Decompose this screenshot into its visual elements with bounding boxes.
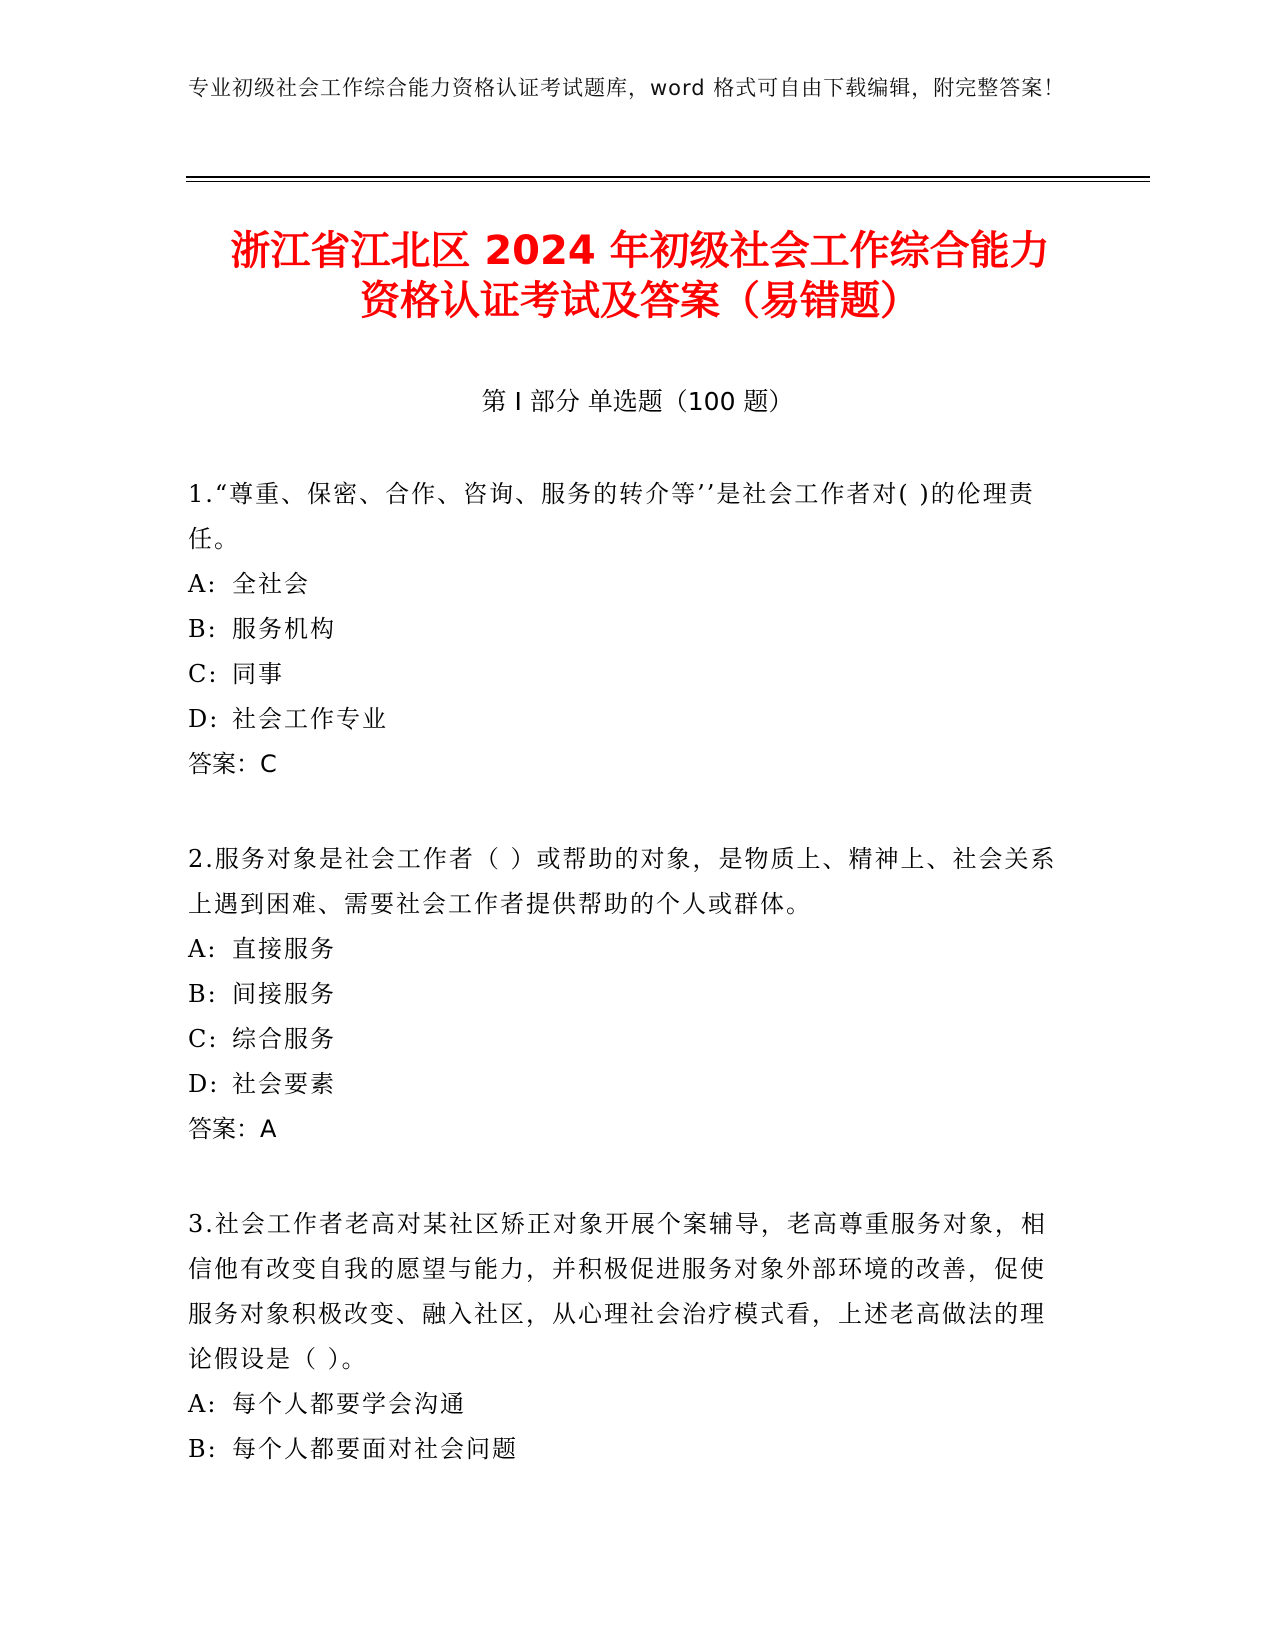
document-title-line1: 浙江省江北区 2024 年初级社会工作综合能力: [230, 228, 1050, 274]
option-c: [188, 652, 1068, 697]
option-letter: D:: [188, 705, 220, 733]
option-letter: C:: [188, 1025, 219, 1053]
header-divider-thick: [186, 176, 1150, 178]
header-divider-thin: [186, 181, 1150, 182]
option-text: 综合服务: [232, 1025, 336, 1053]
option-d: [188, 1062, 1068, 1107]
option-text: 社会要素: [232, 1070, 336, 1098]
option-text: 间接服务: [232, 980, 336, 1008]
option-text: 服务机构: [232, 615, 336, 643]
option-letter: C:: [188, 660, 219, 688]
question-list: [188, 472, 1068, 1522]
question-stem: 3.社会工作者老高对某社区矫正对象开展个案辅导，老高尊重服务对象，相信他有改变自我的愿望与能力，并积极促进服务对象外部环境的改善，促使服务对象积极改变、融入社区，从心理社会治疗模式看，上述老高做法的理论假设是（ ）。: [188, 1210, 1047, 1373]
option-letter: A:: [188, 1390, 218, 1418]
option-b: [188, 607, 1068, 652]
option-letter: A:: [188, 570, 218, 598]
option-letter: D:: [188, 1070, 220, 1098]
option-letter: A:: [188, 935, 218, 963]
header-note: 专业初级社会工作综合能力资格认证考试题库，word 格式可自由下载编辑，附完整答案！: [188, 76, 1066, 100]
option-text: 每个人都要学会沟通: [232, 1390, 466, 1418]
option-letter: B:: [188, 980, 218, 1008]
option-b: [188, 1427, 1068, 1472]
option-b: [188, 972, 1068, 1017]
question-1: [188, 472, 1068, 787]
option-text: 社会工作专业: [232, 705, 388, 733]
option-a: [188, 562, 1068, 607]
option-a: [188, 1382, 1068, 1427]
answer-text: 答案：C: [188, 750, 277, 778]
option-text: 每个人都要面对社会问题: [232, 1435, 518, 1463]
question-3: [188, 1202, 1068, 1472]
option-letter: B:: [188, 1435, 218, 1463]
document-title: [160, 226, 1120, 326]
option-text: 同事: [232, 660, 284, 688]
option-text: 全社会: [232, 570, 310, 598]
question-2: [188, 837, 1068, 1152]
document-title-line2: 资格认证考试及答案（易错题）: [360, 278, 920, 324]
answer-text: 答案：A: [188, 1115, 277, 1143]
option-a: [188, 927, 1068, 972]
option-text: 直接服务: [232, 935, 336, 963]
option-c: [188, 1017, 1068, 1062]
option-letter: B:: [188, 615, 218, 643]
section-title: 第 I 部分 单选题（100 题）: [481, 387, 794, 416]
question-stem: 1.“尊重、保密、合作、咨询、服务的转介等’’是社会工作者对( )的伦理责任。: [188, 480, 1035, 553]
question-stem: 2.服务对象是社会工作者（ ）或帮助的对象，是物质上、精神上、社会关系上遇到困难、需要社会工作者提供帮助的个人或群体。: [188, 845, 1057, 918]
option-d: [188, 697, 1068, 742]
